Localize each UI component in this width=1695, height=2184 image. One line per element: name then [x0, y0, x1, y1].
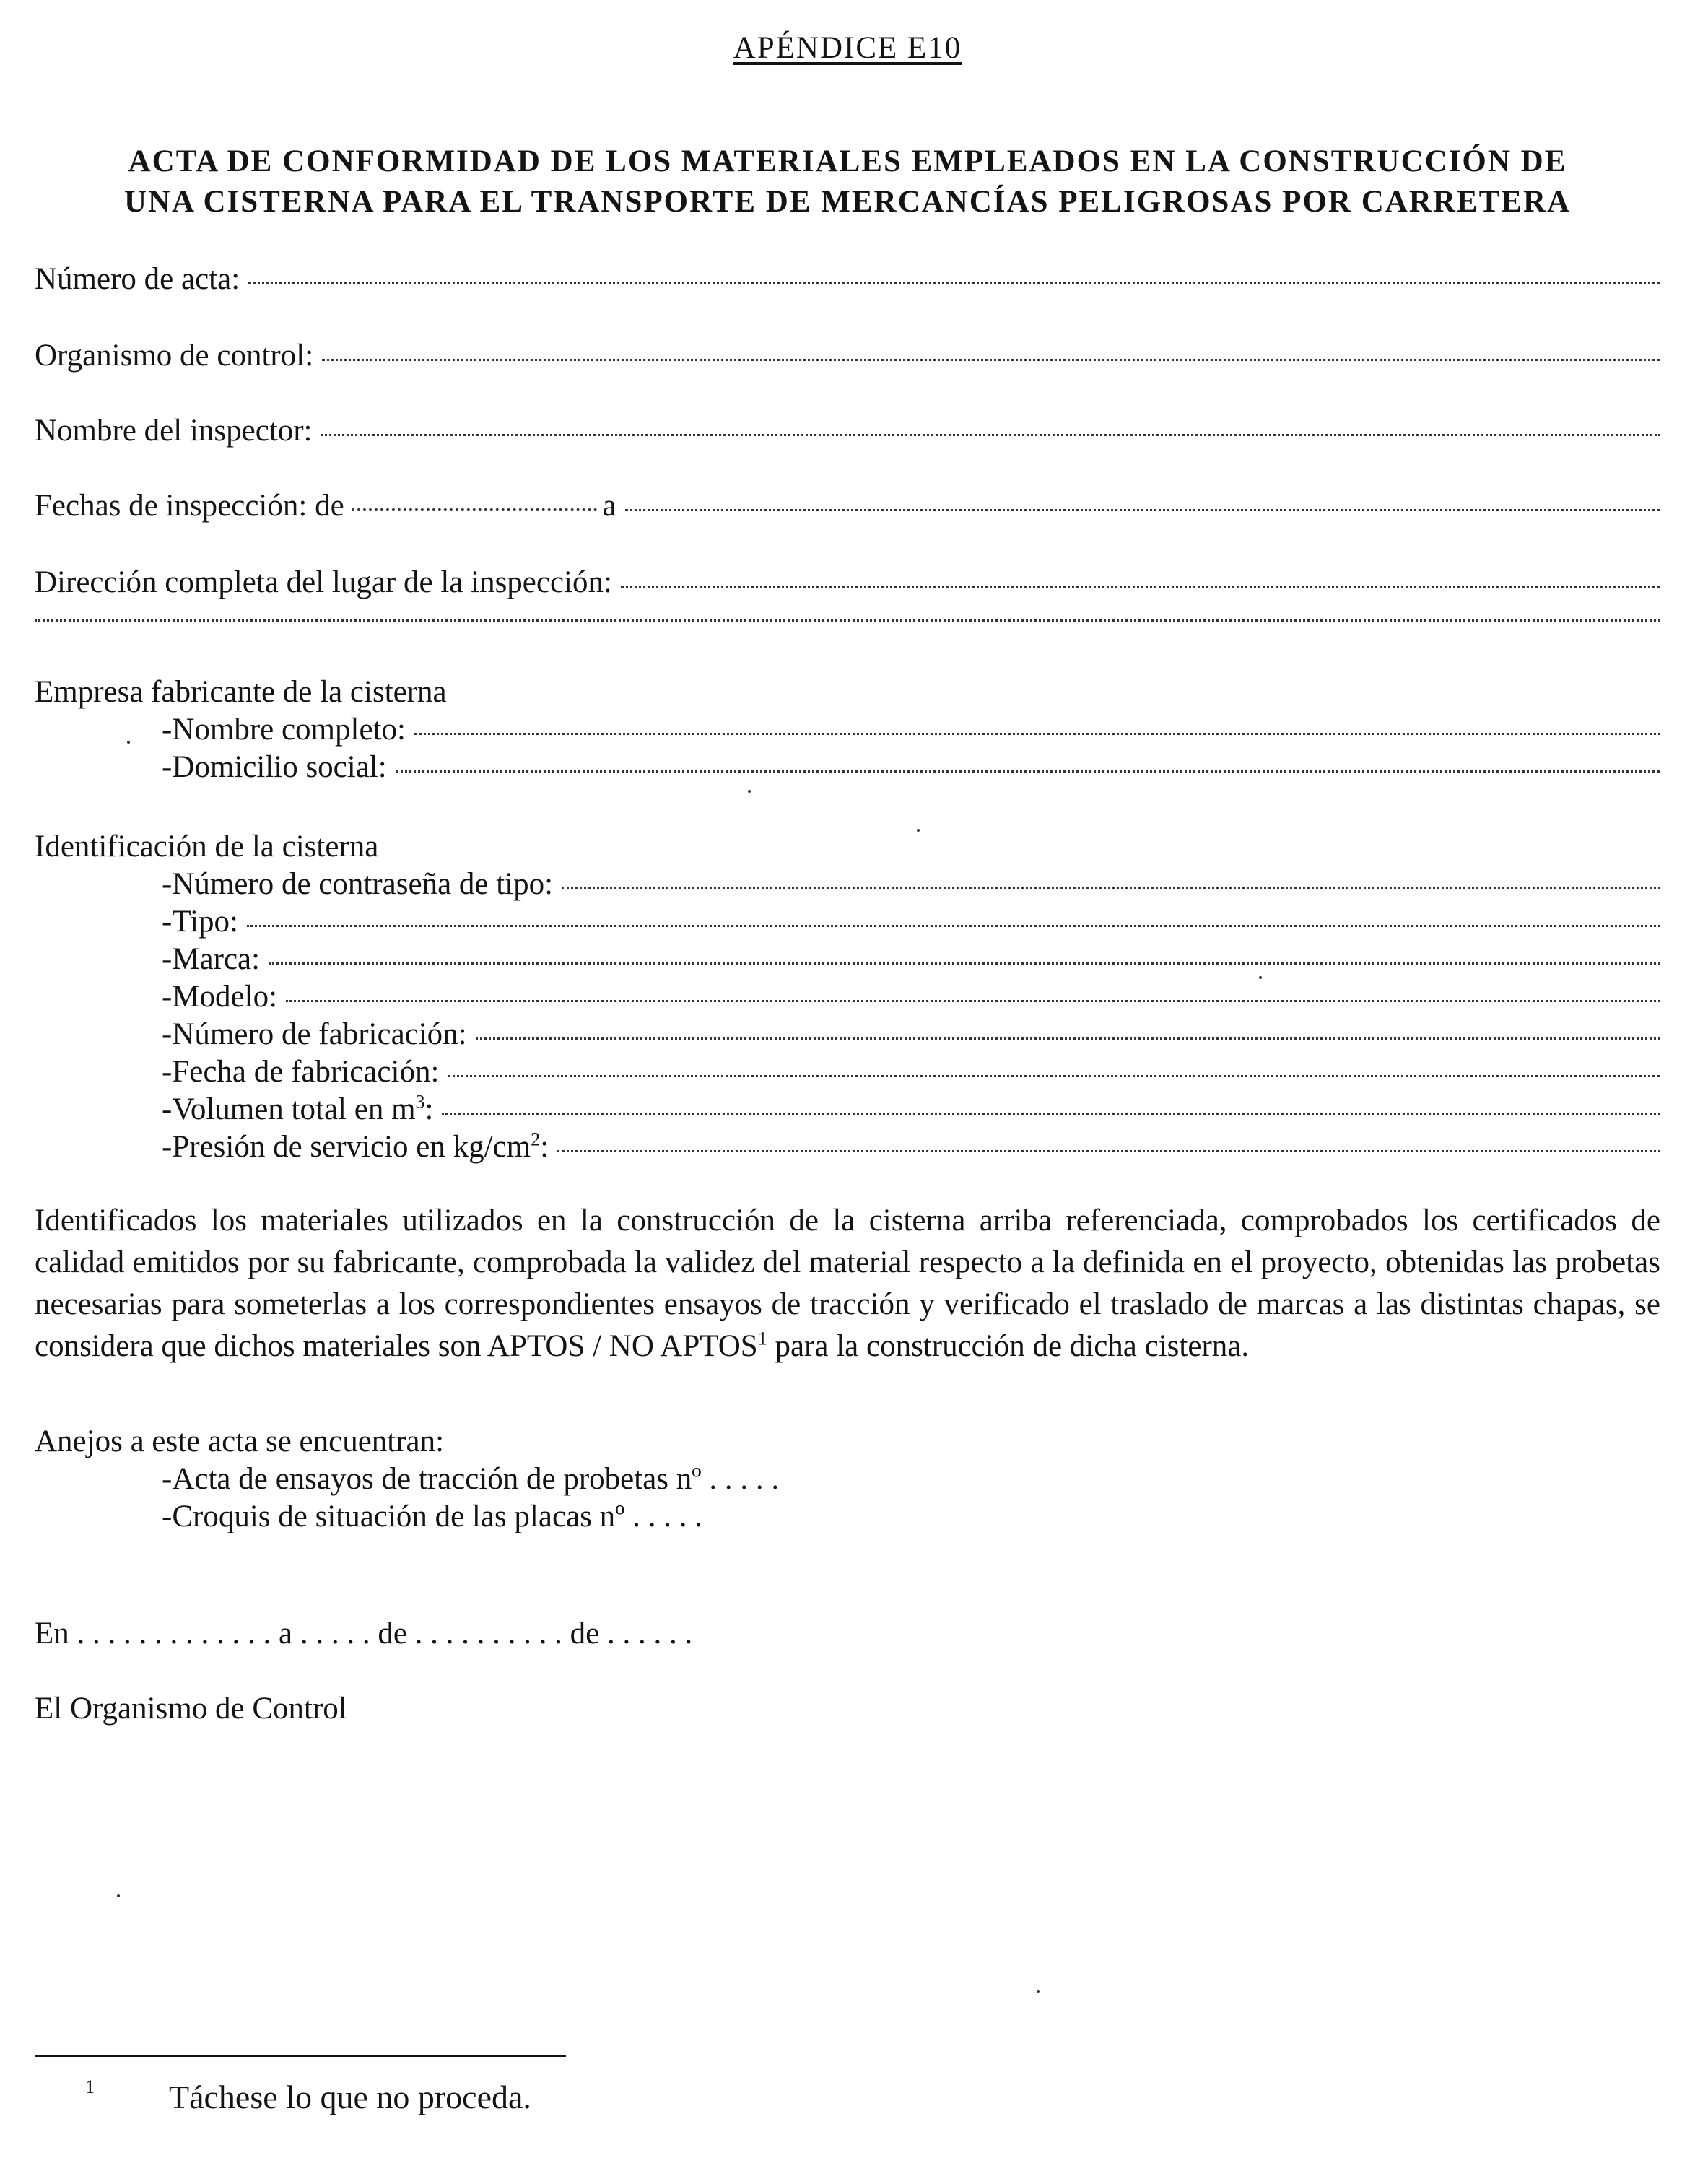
- field-label: -Modelo:: [162, 980, 278, 1014]
- fill-line[interactable]: [396, 770, 1660, 773]
- fill-line[interactable]: [621, 586, 1660, 588]
- scan-speck: [1259, 976, 1262, 979]
- fill-line-to[interactable]: [625, 509, 1660, 511]
- document-title: [58, 142, 1637, 222]
- fill-line[interactable]: [442, 1113, 1660, 1115]
- scan-speck: [917, 829, 920, 832]
- field-nombre-inspector[interactable]: [35, 413, 1660, 451]
- anejo-item-ensayos: -Acta de ensayos de tracción de probetas nº . . . . .: [162, 1462, 780, 1496]
- field-fechas-inspeccion[interactable]: [35, 488, 1660, 526]
- field-tipo[interactable]: [162, 904, 1660, 941]
- field-label-a: a: [602, 489, 616, 523]
- fill-line-direccion-2[interactable]: [35, 619, 1660, 622]
- fill-line[interactable]: [247, 925, 1660, 927]
- field-label: Organismo de control:: [35, 339, 314, 373]
- field-volumen-total[interactable]: [162, 1092, 1660, 1129]
- fill-line[interactable]: [557, 1150, 1660, 1152]
- field-label: -Fecha de fabricación:: [162, 1055, 440, 1089]
- footnote-mark: 1: [85, 2076, 95, 2097]
- identificacion-heading: Identificación de la cisterna: [35, 830, 379, 863]
- field-nombre-completo[interactable]: [162, 712, 1660, 749]
- scan-speck: [117, 1894, 120, 1897]
- field-label: -Domicilio social:: [162, 750, 387, 784]
- fill-line[interactable]: [321, 434, 1660, 436]
- scan-speck: [1037, 1990, 1040, 1993]
- field-label: Número de acta:: [35, 262, 240, 296]
- field-label: -Presión de servicio en $kg/cm^2$:: [162, 1128, 549, 1164]
- fill-line[interactable]: [414, 733, 1660, 735]
- fill-line[interactable]: [562, 887, 1660, 889]
- field-label: -Número de contraseña de tipo:: [162, 867, 554, 901]
- conformity-paragraph: Identificados los materiales utilizados en la construcción de la cisterna arriba referenciada, comprobados los certificados de calidad emitidos por su fabricante, comprobada la validez del material respecto a la definida en el proyecto, obtenidas las probetas necesarias para someterlas a los correspondientes ensayos de tracción y verificado el traslado de marcas a las distintas chapas, se considera que dichos materiales son APTOS / NO APTOS$^1$ para la construcción de dicha cisterna.: [35, 1204, 1660, 1363]
- title-line-1: ACTA DE CONFORMIDAD DE LOS MATERIALES EMPLEADOS EN LA CONSTRUCCIÓN DE: [128, 144, 1567, 178]
- field-label: Fechas de inspección: de: [35, 489, 344, 523]
- field-organismo-control[interactable]: [35, 338, 1660, 375]
- anejos-heading: Anejos a este acta se encuentran:: [35, 1424, 445, 1458]
- fill-line[interactable]: [476, 1037, 1660, 1040]
- field-numero-fabricacion[interactable]: [162, 1017, 1660, 1054]
- field-label: Dirección completa del lugar de la inspección:: [35, 565, 612, 599]
- field-direccion[interactable]: [35, 565, 1660, 602]
- fill-line-from[interactable]: [352, 508, 597, 511]
- fill-line[interactable]: [448, 1075, 1660, 1077]
- field-fecha-fabricacion[interactable]: [162, 1054, 1660, 1092]
- fill-line[interactable]: [286, 1000, 1660, 1002]
- empresa-heading: Empresa fabricante de la cisterna: [35, 675, 447, 709]
- field-label: -Número de fabricación:: [162, 1017, 467, 1051]
- field-label: Nombre del inspector:: [35, 414, 313, 448]
- field-label: -Nombre completo:: [162, 713, 406, 747]
- field-presion-servicio[interactable]: [162, 1129, 1660, 1167]
- scan-speck: [748, 790, 751, 793]
- fill-line[interactable]: [248, 282, 1660, 284]
- scan-speck: [127, 741, 130, 744]
- field-modelo[interactable]: [162, 979, 1660, 1017]
- field-label: -Volumen total en $m^3$:: [162, 1091, 434, 1126]
- fill-line[interactable]: [269, 962, 1660, 965]
- field-contrasena-tipo[interactable]: [162, 866, 1660, 904]
- appendix-title: APÉNDICE E10: [733, 31, 962, 65]
- footnote-rule: [35, 2055, 566, 2057]
- place-date-line: En . . . . . . . . . . . . . a . . . . . de . . . . . . . . . . de . . . . . .: [35, 1617, 693, 1650]
- field-numero-acta[interactable]: [35, 261, 1660, 299]
- anejo-item-croquis: -Croquis de situación de las placas nº . . . . .: [162, 1500, 702, 1533]
- field-marca[interactable]: [162, 941, 1660, 979]
- field-label: -Tipo:: [162, 905, 238, 939]
- signature-organism: El Organismo de Control: [35, 1692, 347, 1726]
- fill-line[interactable]: [322, 359, 1660, 361]
- title-line-2: UNA CISTERNA PARA EL TRANSPORTE DE MERCANCÍAS PELIGROSAS POR CARRETERA: [123, 185, 1572, 219]
- field-label: -Marca:: [162, 942, 261, 976]
- field-domicilio-social[interactable]: [162, 749, 1660, 787]
- footnote-text: Táchese lo que no proceda.: [169, 2079, 531, 2115]
